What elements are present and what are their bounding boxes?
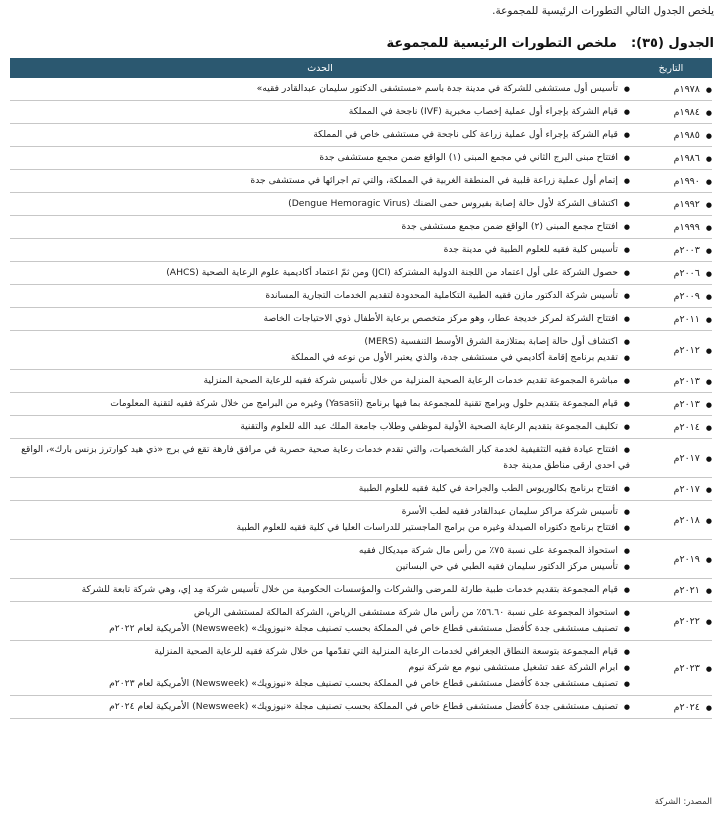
bullet-icon: ●: [623, 609, 630, 617]
table-row: [10, 285, 712, 308]
event-text: تأسيس أول مستشفى للشركة في مدينة جدة باسم «مستشفى الدكتور سليمان عبدالقادر فقيه»: [256, 83, 618, 94]
event-text: قيام المجموعة بتقديم خدمات طبية طارئة للمرضى والشركات والمؤسسات الحكومية من خلال تأسيس شركة مِد إي، وهي شركة تابعة للشركة: [81, 584, 618, 595]
row-events: [10, 216, 630, 239]
table-row: [10, 370, 712, 393]
event-item: [10, 442, 630, 474]
date-value: ٢٠٢٢م: [673, 615, 700, 627]
row-events: [10, 579, 630, 602]
date-value: ٢٠١٣م: [673, 398, 700, 410]
row-date: [630, 170, 712, 193]
event-item: [10, 419, 630, 435]
event-item: [10, 196, 630, 212]
bullet-icon: ●: [623, 423, 630, 431]
row-date: [630, 285, 712, 308]
bullet-icon: ●: [705, 555, 712, 564]
date-value: ١٩٨٤م: [673, 106, 700, 118]
date-value: ٢٠١٢م: [673, 344, 700, 356]
event-text: تصنيف مستشفى جدة كأفضل مستشفى قطاع خاص في المملكة بحسب تصنيف مجلة «نيوزويك» (Newsweek) الأمريكية لعام ٢٠٢٣م: [109, 678, 618, 689]
bullet-icon: ●: [705, 85, 712, 94]
event-text: افتتاح الشركة لمركز خديجة عطار، وهو مركز متخصص برعاية الأطفال ذوي الاحتياجات الخاصة: [263, 313, 618, 324]
event-text: حصول الشركة على أول اعتماد من اللجنة الدولية المشتركة (JCI) ومن ثمّ اعتماد أكاديمية علوم الرعاية الصحية (AHCS): [166, 267, 618, 278]
row-date: [630, 501, 712, 540]
event-item: [10, 559, 630, 575]
date-value: ٢٠١٧م: [673, 483, 700, 495]
bullet-icon: ●: [623, 703, 630, 711]
bullet-icon: ●: [623, 269, 630, 277]
table-label: الجدول (٣٥):: [630, 36, 714, 51]
table-row: [10, 696, 712, 719]
table-caption: [8, 36, 714, 54]
bullet-icon: ●: [623, 563, 630, 571]
event-text: افتتاح مجمع المبنى (٢) الواقع ضمن مجمع مستشفى جدة: [401, 221, 618, 232]
table-row: [10, 216, 712, 239]
row-events: [10, 439, 630, 478]
row-date: [630, 439, 712, 478]
table-row: [10, 501, 712, 540]
table-header-row: [10, 58, 712, 78]
row-events: [10, 124, 630, 147]
table-row: [10, 641, 712, 696]
bullet-icon: ●: [623, 85, 630, 93]
date-value: ٢٠٢٣م: [673, 662, 700, 674]
event-text: تأسيس شركة الدكتور مازن فقيه الطبية التكاملية المحدودة لتقديم الخدمات التجارية المساندة: [265, 290, 618, 301]
event-item: [10, 173, 630, 189]
row-date: [630, 308, 712, 331]
event-item: [10, 605, 630, 621]
row-events: [10, 478, 630, 501]
event-text: افتتاح مبنى البرج الثاني في مجمع المبنى (١) الواقع ضمن مجمع مستشفى جدة: [319, 152, 618, 163]
bullet-icon: ●: [623, 508, 630, 516]
row-date: [630, 540, 712, 579]
row-date: [630, 641, 712, 696]
bullet-icon: ●: [705, 664, 712, 673]
event-item: [10, 504, 630, 520]
event-text: اكتشاف الشركة لأول حالة إصابة بفيروس حمى الضنك (Dengue Hemoragic Virus): [288, 198, 618, 209]
developments-table: [10, 58, 712, 719]
bullet-icon: ●: [705, 516, 712, 525]
event-item: [10, 676, 630, 692]
date-value: ٢٠١١م: [673, 313, 700, 325]
event-text: قيام الشركة بإجراء أول عملية زراعة كلى ناجحة في مستشفى خاص في المملكة: [313, 129, 618, 140]
row-date: [630, 193, 712, 216]
table-row: [10, 602, 712, 641]
event-item: [10, 644, 630, 660]
date-value: ١٩٩٢م: [673, 198, 700, 210]
bullet-icon: ●: [623, 246, 630, 254]
bullet-icon: ●: [705, 586, 712, 595]
event-text: تأسيس كلية فقيه للعلوم الطبية في مدينة جدة: [443, 244, 618, 255]
date-value: ٢٠٠٩م: [673, 290, 700, 302]
event-text: إتمام أول عملية زراعة قلبية في المنطقة الغربية في المملكة، والتي تم اجرائها في مستشفى جدة: [250, 175, 618, 186]
event-item: [10, 543, 630, 559]
bullet-icon: ●: [705, 223, 712, 232]
table-row: [10, 579, 712, 602]
event-item: [10, 334, 630, 350]
row-events: [10, 416, 630, 439]
bullet-icon: ●: [623, 315, 630, 323]
event-item: [10, 81, 630, 97]
bullet-icon: ●: [623, 377, 630, 385]
event-text: تأسيس مركز الدكتور سليمان فقيه الطبي في حي البساتين: [395, 561, 618, 572]
table-row: [10, 239, 712, 262]
table-row: [10, 416, 712, 439]
event-item: [10, 373, 630, 389]
bullet-icon: ●: [705, 108, 712, 117]
row-date: [630, 78, 712, 101]
row-date: [630, 370, 712, 393]
date-value: ٢٠١٧م: [673, 452, 700, 464]
bullet-icon: ●: [623, 131, 630, 139]
bullet-icon: ●: [623, 177, 630, 185]
row-events: [10, 101, 630, 124]
row-events: [10, 696, 630, 719]
event-text: تكليف المجموعة بتقديم الرعاية الصحية الأولية لموظفي وطلاب جامعة الملك عبد الله للعلوم والتقنية: [240, 421, 618, 432]
row-date: [630, 579, 712, 602]
table-row: [10, 308, 712, 331]
event-item: [10, 311, 630, 327]
event-text: اكتشاف أول حالة إصابة بمتلازمة الشرق الأوسط التنفسية (MERS): [364, 336, 618, 347]
header-date: التاريخ: [630, 58, 712, 78]
bullet-icon: ●: [623, 200, 630, 208]
date-value: ١٩٩٠م: [673, 175, 700, 187]
row-events: [10, 285, 630, 308]
bullet-icon: ●: [623, 664, 630, 672]
event-item: [10, 582, 630, 598]
bullet-icon: ●: [623, 524, 630, 532]
bullet-icon: ●: [705, 131, 712, 140]
row-date: [630, 393, 712, 416]
bullet-icon: ●: [705, 485, 712, 494]
date-value: ٢٠٢١م: [673, 584, 700, 596]
event-text: افتتاح برنامج بكالوريوس الطب والجراحة في كلية فقيه للعلوم الطبية: [358, 483, 618, 494]
bullet-icon: ●: [705, 454, 712, 463]
row-date: [630, 478, 712, 501]
source-note: المصدر: الشركة: [654, 797, 712, 807]
event-text: استحواذ المجموعة على نسبة ٥٦.٦٠٪ من رأس مال شركة مستشفى الرياض، الشركة المالكة لمستشفى الرياض: [193, 607, 618, 618]
event-item: [10, 396, 630, 412]
event-text: قيام المجموعة بتقديم حلول وبرامج تقنية للمجموعة بما فيها برنامج (Yasasii) وغيره من البرامج من خلال شركة فقيه لتقنية المعلومات: [110, 398, 618, 409]
intro-text: يلخص الجدول التالي التطورات الرئيسية للمجموعة.: [492, 5, 714, 17]
bullet-icon: ●: [623, 648, 630, 656]
row-date: [630, 331, 712, 370]
bullet-icon: ●: [623, 446, 630, 454]
row-events: [10, 501, 630, 540]
date-value: ٢٠١٩م: [673, 553, 700, 565]
event-text: افتتاح برنامج دكتوراه الصيدلة وغيره من برامج الماجستير للدراسات العليا في كلية فقيه للعلوم الطبية: [236, 522, 618, 533]
date-value: ٢٠٠٣م: [673, 244, 700, 256]
table-body: [10, 78, 712, 719]
date-value: ١٩٨٥م: [673, 129, 700, 141]
row-events: [10, 331, 630, 370]
table-row: [10, 439, 712, 478]
table-row: [10, 147, 712, 170]
date-value: ٢٠١٤م: [673, 421, 700, 433]
event-text: قيام الشركة بإجراء أول عملية إخصاب مخبرية (IVF) ناجحة في المملكة: [348, 106, 618, 117]
bullet-icon: ●: [623, 154, 630, 162]
row-date: [630, 216, 712, 239]
date-value: ١٩٧٨م: [673, 83, 700, 95]
row-date: [630, 239, 712, 262]
bullet-icon: ●: [623, 680, 630, 688]
table-row: [10, 193, 712, 216]
row-events: [10, 393, 630, 416]
bullet-icon: ●: [705, 346, 712, 355]
bullet-icon: ●: [623, 338, 630, 346]
bullet-icon: ●: [705, 703, 712, 712]
event-item: [10, 150, 630, 166]
event-item: [10, 219, 630, 235]
bullet-icon: ●: [705, 154, 712, 163]
event-text: تصنيف مستشفى جدة كأفضل مستشفى قطاع خاص في المملكة بحسب تصنيف مجلة «نيوزويك» (Newsweek) الأمريكية لعام ٢٠٢٢م: [109, 623, 618, 634]
event-item: [10, 481, 630, 497]
bullet-icon: ●: [623, 292, 630, 300]
row-date: [630, 124, 712, 147]
row-date: [630, 262, 712, 285]
event-item: [10, 520, 630, 536]
event-text: تأسيس شركة مراكز سليمان عبدالقادر فقيه لطب الأسرة: [401, 506, 618, 517]
row-events: [10, 308, 630, 331]
event-item: [10, 104, 630, 120]
bullet-icon: ●: [705, 400, 712, 409]
date-value: ٢٠٢٤م: [673, 701, 700, 713]
row-events: [10, 370, 630, 393]
event-text: مباشرة المجموعة تقديم خدمات الرعاية الصحية المنزلية من خلال تأسيس شركة فقيه للرعاية الصحية المنزلية: [203, 375, 618, 386]
bullet-icon: ●: [623, 547, 630, 555]
table-row: [10, 78, 712, 101]
header-event: الحدث: [10, 58, 630, 78]
bullet-icon: ●: [705, 269, 712, 278]
row-events: [10, 540, 630, 579]
event-item: [10, 621, 630, 637]
bullet-icon: ●: [705, 617, 712, 626]
bullet-icon: ●: [623, 625, 630, 633]
table-title: ملخص التطورات الرئيسية للمجموعة: [386, 36, 617, 51]
event-text: تصنيف مستشفى جدة كأفضل مستشفى قطاع خاص في المملكة بحسب تصنيف مجلة «نيوزويك» (Newsweek) الأمريكية لعام ٢٠٢٤م: [109, 701, 618, 712]
event-item: [10, 288, 630, 304]
row-events: [10, 147, 630, 170]
bullet-icon: ●: [705, 177, 712, 186]
table-row: [10, 262, 712, 285]
table-row: [10, 170, 712, 193]
bullet-icon: ●: [623, 108, 630, 116]
bullet-icon: ●: [623, 223, 630, 231]
bullet-icon: ●: [705, 246, 712, 255]
row-date: [630, 602, 712, 641]
event-text: تقديم برنامج إقامة أكاديمي في مستشفى جدة، والذي يعتبر الأول من نوعه في المملكة: [290, 352, 618, 363]
bullet-icon: ●: [705, 292, 712, 301]
event-item: [10, 699, 630, 715]
date-value: ٢٠٠٦م: [673, 267, 700, 279]
table-row: [10, 393, 712, 416]
event-text: ابرام الشركة عقد تشغيل مستشفى نيوم مع شركة نيوم: [408, 662, 618, 673]
bullet-icon: ●: [705, 315, 712, 324]
date-value: ١٩٩٩م: [673, 221, 700, 233]
event-text: قيام المجموعة بتوسعة النطاق الجغرافي لخدمات الرعاية المنزلية التي تقدّمها من خلال شركة فقيه للرعاية الصحية المنزلية: [154, 646, 618, 657]
row-events: [10, 239, 630, 262]
table-row: [10, 478, 712, 501]
event-item: [10, 127, 630, 143]
row-date: [630, 147, 712, 170]
bullet-icon: ●: [705, 200, 712, 209]
event-text: استحواذ المجموعة على نسبة ٧٥٪ من رأس مال شركة ميديكال فقيه: [358, 545, 618, 556]
row-events: [10, 262, 630, 285]
bullet-icon: ●: [623, 400, 630, 408]
table-row: [10, 101, 712, 124]
event-item: [10, 660, 630, 676]
row-events: [10, 602, 630, 641]
event-item: [10, 242, 630, 258]
row-events: [10, 170, 630, 193]
date-value: ٢٠١٨م: [673, 514, 700, 526]
date-value: ١٩٨٦م: [673, 152, 700, 164]
date-value: ٢٠١٣م: [673, 375, 700, 387]
row-date: [630, 416, 712, 439]
row-events: [10, 641, 630, 696]
table-row: [10, 124, 712, 147]
event-item: [10, 350, 630, 366]
event-text: افتتاح عيادة فقيه التثقيفية لخدمة كبار الشخصيات، والتي تقدم خدمات رعاية صحية حصرية في مرافق فارهة تقع في برج «ذي هيد كوارترز بزنس بارك»، الواقع في احدى ارقى مناطق مدينة جدة: [21, 444, 630, 471]
row-date: [630, 101, 712, 124]
event-item: [10, 265, 630, 281]
table-row: [10, 331, 712, 370]
row-date: [630, 696, 712, 719]
table-row: [10, 540, 712, 579]
bullet-icon: ●: [705, 377, 712, 386]
bullet-icon: ●: [705, 423, 712, 432]
bullet-icon: ●: [623, 485, 630, 493]
bullet-icon: ●: [623, 354, 630, 362]
row-events: [10, 78, 630, 101]
bullet-icon: ●: [623, 586, 630, 594]
row-events: [10, 193, 630, 216]
